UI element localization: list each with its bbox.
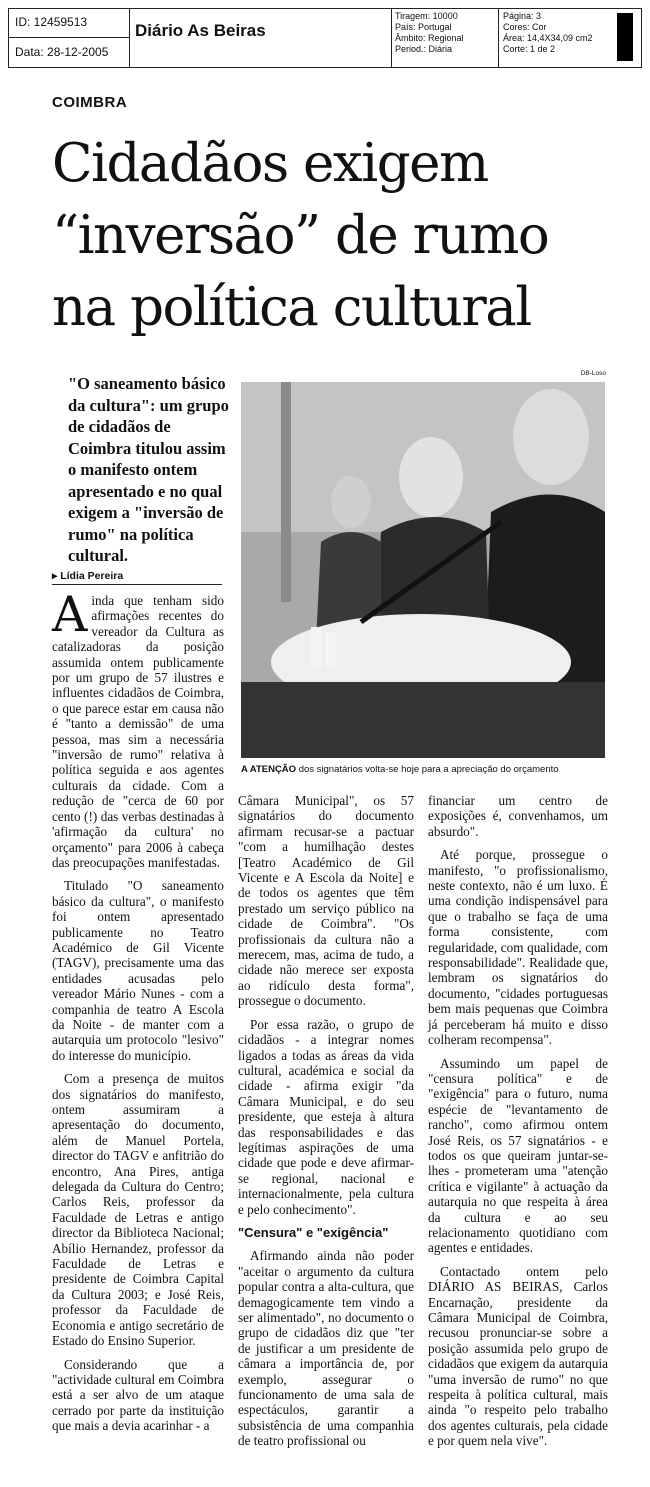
clipping-date: Data: 28-12-2005 (15, 45, 109, 59)
paragraph (52, 586, 224, 870)
clipping-id-cell (9, 9, 130, 67)
cores: Cores: Cor (503, 22, 547, 32)
paragraph: financiar um centro de exposições é, convenhamos, um absurdo". (428, 793, 608, 839)
corte: Corte: 1 de 2 (503, 44, 556, 54)
byline-rule (52, 584, 222, 585)
tiragem: Tiragem: 10000 (395, 11, 458, 21)
page-info-cell (499, 9, 641, 67)
paragraph-text: inda que tenham sido afirmações recentes do vereador da Cultura as catalizadoras da posição assumida ontem publicamente por um grupo de 57 ilustres e influentes cidadãos de Coimbra, o que parece estar em causa não é "tanto a demissão" de uma pessoa, mas sim a necessária "inversão de rumo" relativa à política seguida e aos agentes culturais da cidade. Com a redução de "cerca de 60 por cento (!) das verbas destinadas à 'afirmação da cultura' no orçamento" para 2006 à cabeça das preocupações manifestadas. (52, 593, 224, 870)
paragraph: Por essa razão, o grupo de cidadãos - a integrar nomes ligados a todas as áreas da vida cultural, académica e social da cidade - afirma exigir "da Câmara Municipal, e do seu presidente, que esteja à altura das responsabilidades e das legítimas aspirações de uma cidade que pode e deve afirmar-se regional, nacional e internacionalmente, pela cultura e pelo conhecimento". (238, 1016, 414, 1217)
paragraph: Afirmando ainda não poder "aceitar o argumento da cultura popular contra a alta-cultura, que demagogicamente tem vindo a ser alimentado", no documento o grupo de cidadãos diz que "ter de justificar a um presidente de câmara a importância de, por exemplo, assegurar o funcionamento de uma sala de espectáculos, garantir a subsistência de uma companhia de teatro profissional ou (238, 1248, 414, 1449)
caption-bold: A ATENÇÃO (241, 764, 297, 775)
area: Área: 14,4X34,09 cm2 (503, 33, 593, 43)
photo-illustration (241, 382, 605, 758)
clipping-header (8, 8, 642, 68)
drop-cap: A (52, 586, 88, 643)
paragraph: Titulado "O saneamento básico da cultura", o manifesto foi ontem apresentado publicamente no Teatro Académico de Gil Vicente (TAGV), precisamente uma das entidades acusadas pelo vereador Mário Nunes - com a companhia de teatro A Escola da Noite - de manter com a autarquia um protocolo "lesivo" do interesse do município. (52, 878, 224, 1063)
marker-bar (617, 13, 633, 61)
column-2 (238, 793, 414, 1457)
ambito: Âmbito: Regional (395, 33, 464, 43)
column-1 (52, 586, 224, 1442)
author-name: Lídia Pereira (60, 570, 124, 582)
paragraph: Até porque, prossegue o manifesto, "o profissionalismo, neste contexto, não é um luxo. É uma condição indispensável para que o trabalho se faça de uma forma consistente, com regularidade, com qualidade, com responsabilidade". Realidade que, lembram os signatários do documento, "cidades portuguesas bem mais pequenas que Coimbra já perceberam há muito e disso colheram recompensa". (428, 847, 608, 1048)
circulation-cell (391, 9, 499, 67)
clipping-id: ID: 12459513 (15, 15, 88, 29)
caption-text: dos signatários volta-se hoje para a apreciação do orçamento (296, 764, 559, 775)
paragraph: Considerando que a "actividade cultural em Coimbra está a ser alvo de um ataque cerrado por parte da instituição que mais a devia acarinhar - a (52, 1356, 224, 1434)
pagina: Página: 3 (503, 11, 542, 21)
column-3 (428, 793, 608, 1457)
paragraph: Assumindo um papel de "censura política" e de "exigência" para o futuro, numa espécie de "levantamento de rancho", como afirmou ontem José Reis, os 57 signatários - e todos os que queiram juntar-se-lhes - prometeram uma "atenção crítica e vigilante" à actuação da autarquia no que respeita à área da cultura e ao seu relacionamento quotidiano com agentes e entidades. (428, 1055, 608, 1256)
headline-line-1: Cidadãos exigem (52, 133, 488, 194)
paragraph: Com a presença de muitos dos signatários do manifesto, ontem assumiram a apresentação do documento, além de Manuel Portela, director do TAGV e anfitrião do encontro, Ana Pires, antiga delegada da Cultura do Centro; Carlos Reis, professor da Faculdade de Letras e antigo director da Biblioteca Nacional; Abílio Hernandez, professor da Faculdade de Letras e presidente de Coimbra Capital da Cultura 2003; e José Reis, professor da Faculdade de Economia e antigo secretário de Estado do Ensino Superior. (52, 1071, 224, 1349)
paragraph: Câmara Municipal", os 57 signatários do documento afirmam recusar-se a pactuar "com a humilhação destes [Teatro Académico de Gil Vicente e A Escola da Noite] e de todos os agentes que têm prestado um serviço público na cidade de Coimbra". "Os profissionais da cultura não a merecem, mas, acima de tudo, a cidade não merece ser exposta ao ridículo desta forma", prossegue o documento. (238, 793, 414, 1009)
lead-paragraph: "O saneamento básico da cultura": um grupo de cidadãos de Coimbra titulou assim o manifesto ontem apresentado e no qual exigem a "inversão de rumo" na política cultural. (68, 374, 229, 565)
publication-cell (129, 9, 392, 67)
section-label: COIMBRA (52, 94, 128, 111)
headline-line-3: na política cultural (52, 277, 531, 338)
subheading: "Censura" e "exigência" (238, 1224, 389, 1240)
photo-caption (241, 764, 611, 776)
publication-name: Diário As Beiras (135, 21, 266, 40)
photo-credit: DB-Loso (580, 370, 606, 377)
periodicity: Period.: Diária (395, 44, 453, 54)
pais: País: Portugal (395, 22, 452, 32)
headline (52, 128, 612, 344)
headline-line-2: “inversão” de rumo (52, 205, 549, 266)
byline: ▸ Lídia Pereira (52, 570, 124, 582)
article-photo (241, 382, 605, 758)
paragraph: Contactado ontem pelo DIÁRIO AS BEIRAS, Carlos Encarnação, presidente da Câmara Municipal de Coimbra, recusou pronunciar-se sobre a posição assumida pelo grupo de cidadãos que exigem da autarquia "uma inversão de rumo" no que respeita à política cultural, mais ainda "o respeito pelo trabalho dos agentes culturais, pela cidade e por quem nela vive". (428, 1263, 608, 1449)
